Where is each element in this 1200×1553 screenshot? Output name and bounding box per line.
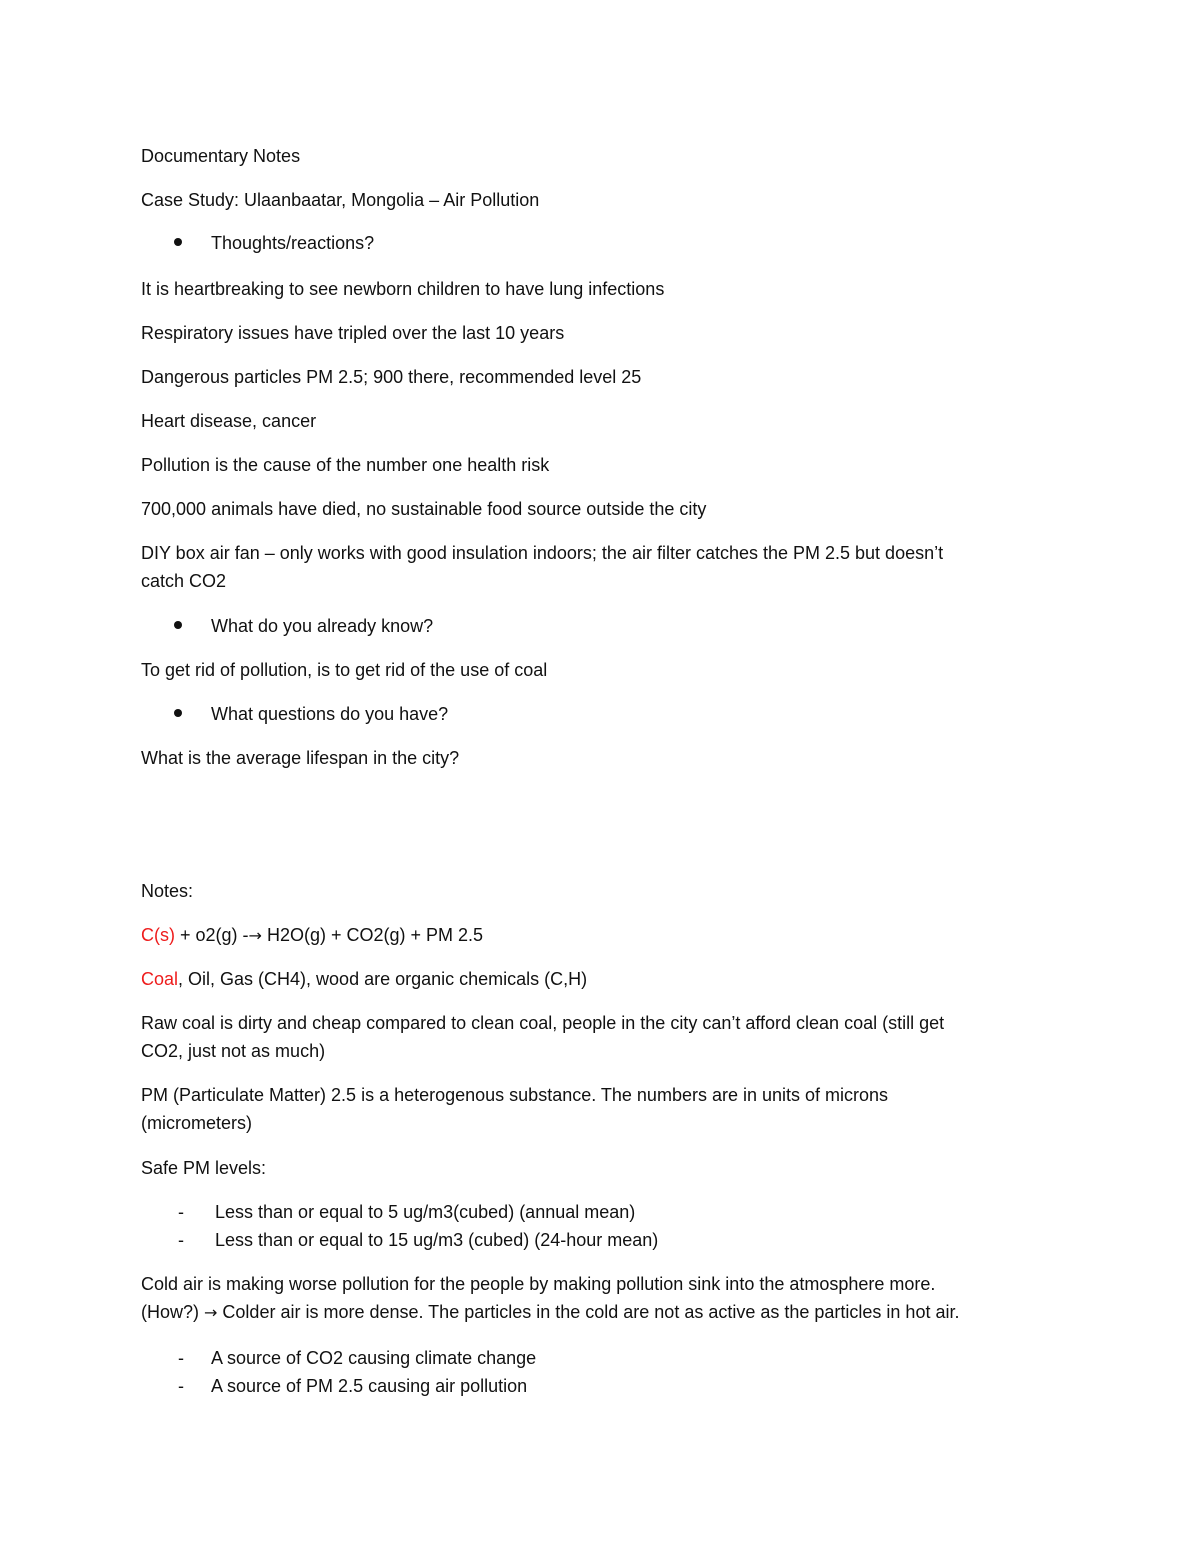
note-line: Cold air is making worse pollution for the people by making pollution sink into the atmosphere more. (141, 1274, 936, 1294)
dash-marker: - (178, 1348, 184, 1368)
note-line: Dangerous particles PM 2.5; 900 there, recommended level 25 (141, 367, 642, 387)
note-line: DIY box air fan – only works with good insulation indoors; the air filter catches the PM 2.5 but doesn’t (141, 543, 944, 563)
chemical-equation (141, 924, 483, 947)
bullet-icon (174, 238, 182, 246)
note-line: CO2, just not as much) (141, 1041, 326, 1061)
equation-part: + o2(g) - (175, 925, 249, 945)
dash-marker: - (178, 1202, 184, 1222)
note-line: It is heartbreaking to see newborn children to have lung infections (141, 279, 665, 299)
dash-marker: - (178, 1376, 184, 1396)
note-line: What is the average lifespan in the city? (141, 748, 460, 768)
equation-reactant: C(s) (141, 925, 175, 945)
note-line: Raw coal is dirty and cheap compared to clean coal, people in the city can’t afford clean coal (still get (141, 1013, 945, 1033)
note-line: Respiratory issues have tripled over the last 10 years (141, 323, 565, 343)
safe-levels-heading: Safe PM levels: (141, 1158, 267, 1178)
note-line: PM (Particulate Matter) 2.5 is a heterogenous substance. The numbers are in units of microns (141, 1085, 889, 1105)
question-know: What do you already know? (211, 616, 434, 636)
organic-chemicals-line (141, 968, 587, 990)
note-line: Heart disease, cancer (141, 411, 317, 431)
equation-products: H2O(g) + CO2(g) + PM 2.5 (261, 925, 484, 945)
explanation-text: Colder air is more dense. The particles in the cold are not as active as the particles in hot air. (217, 1302, 960, 1322)
note-line: (micrometers) (141, 1113, 252, 1133)
safe-level-annual: Less than or equal to 5 ug/m3(cubed) (annual mean) (215, 1202, 636, 1222)
note-line: To get rid of pollution, is to get rid of the use of coal (141, 660, 548, 680)
safe-level-24h: Less than or equal to 15 ug/m3 (cubed) (24-hour mean) (215, 1230, 659, 1250)
note-line: Pollution is the cause of the number one health risk (141, 455, 550, 475)
bullet-icon (174, 621, 182, 629)
coal-word: Coal (141, 969, 179, 989)
case-study-heading: Case Study: Ulaanbaatar, Mongolia – Air Pollution (141, 190, 540, 210)
bullet-icon (174, 709, 182, 717)
how-label: (How?) (141, 1302, 205, 1322)
source-pm: A source of PM 2.5 causing air pollution (211, 1376, 528, 1396)
dash-marker: - (178, 1230, 184, 1250)
question-thoughts: Thoughts/reactions? (211, 233, 375, 253)
question-have: What questions do you have? (211, 704, 449, 724)
cold-air-explanation (141, 1301, 959, 1324)
doc-title: Documentary Notes (141, 146, 301, 166)
organic-rest: , Oil, Gas (CH4), wood are organic chemicals (C,H) (178, 969, 588, 989)
right-arrow-icon: → (204, 1303, 218, 1322)
right-arrow-icon: → (248, 926, 262, 945)
source-co2: A source of CO2 causing climate change (211, 1348, 537, 1368)
note-line: catch CO2 (141, 571, 227, 591)
notes-heading: Notes: (141, 881, 194, 901)
note-line: 700,000 animals have died, no sustainable food source outside the city (141, 499, 707, 519)
